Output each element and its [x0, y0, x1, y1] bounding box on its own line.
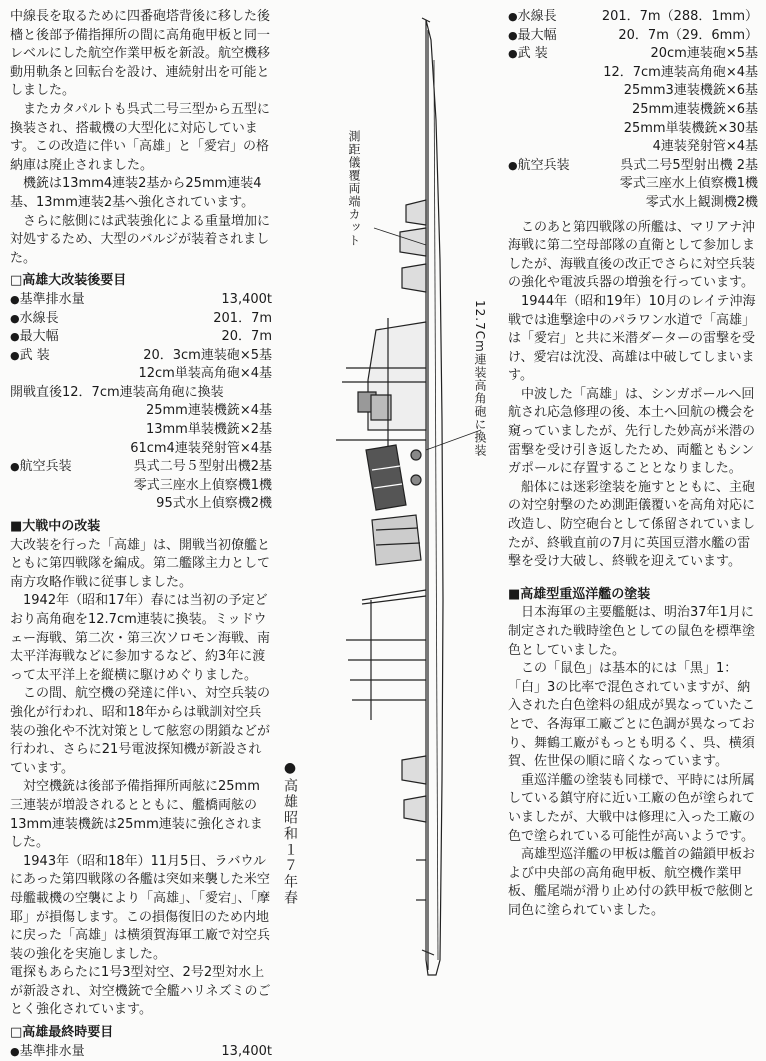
intro-paragraph: またカタパルトも呉式二号三型から五型に換装され、搭載機の大型化に対応しています。この改造に伴い「高雄」と「愛宕」の格納庫は廃止されました。 [10, 101, 270, 173]
paint-heading: ■高雄型重巡洋艦の塗装 [508, 586, 651, 602]
paint-paragraph: 高雄型巡洋艦の甲板は艦首の錨鎖甲板および中央部の高角砲甲板、航空機作業甲板、艦尾端が滑り止め付の鉄甲板で舷側と同色に塗られていました。 [508, 847, 756, 918]
ship-drawing-area [276, 0, 506, 993]
right-paragraph: このあと第四戦隊の所艦は、マリアナ沖海戦に第二空母部隊の直衛として参加しましたが、海戦直後の改正でさらに対空兵装の強化や電波兵器の増強を行っています。 [508, 219, 756, 291]
right-column [508, 8, 758, 921]
spec-cont: 4連装発射管×4基 [652, 139, 758, 155]
left-column [10, 8, 272, 1061]
spec-cont: 零式水上観測機2機 [645, 194, 758, 210]
war-paragraph: 電探もあらたに1号3型対空、2号2型対水上が新設され、対空機銃で全艦ハリネズミのごとく強化されています。 [10, 965, 271, 1018]
turret-3 [402, 264, 426, 292]
intro-paragraph: 中線長を取るために四番砲塔背後に移した後檣と後部予備指揮所の間に高角砲甲板と同一レベルにした航空作業甲板を新設。航空機移動用軌条と回転台を設け、連続射出を可能としました。 [10, 9, 271, 99]
spec-cont: 95式水上偵察機2機 [156, 496, 272, 512]
spec-row: ●基準排水量 13,400t [10, 291, 272, 307]
paint-paragraph: 日本海軍の主要艦艇は、明治37年1月に制定された戦時塗色としての鼠色を標準塗色としていました。 [508, 605, 756, 658]
ship-profile-drawing [276, 0, 506, 993]
spec-row: ●航空兵装 呉式二号5型射出機 2基 [508, 157, 758, 173]
turret-2 [400, 228, 426, 256]
spec-row: ●水線長 201．7m（288．1mm） [508, 9, 758, 24]
turret-1 [406, 200, 426, 225]
spec-cont: 25mm3連装機銃×6基 [623, 83, 758, 99]
spec-cont: 25mm単装機銃×30基 [623, 120, 758, 136]
refit-heading: □高雄大改装後要目 [10, 273, 127, 289]
spec-cont: 12．7cm連装高角砲×4基 [603, 64, 758, 80]
war-paragraph: この間、航空機の発達に伴い、対空兵装の強化が行われ、昭和18年からは戦訓対空兵装の強化や不沈対策として舷窓の閉鎖などが行われ、さらに21号電波探知機が新設されています。 [10, 686, 271, 776]
war-paragraph: 対空機銃は後部予備指揮所両舷に25mm三連装が増設されるとともに、艦橋両舷の13mm連装機銃は25mm連装に強化されました。 [10, 779, 263, 851]
drawing-caption: ●高雄昭和１７年春 [282, 760, 298, 906]
right-paragraph: 船体には迷彩塗装を施すとともに、主砲の対空射撃のため測距儀覆いを高角対応に改造し、防空砲台として係留されていましたが、終戦直前の7月に英国豆潜水艦の雷撃を受け大破し、終戦を迎えています。 [508, 479, 756, 570]
spec-cont: 25mm連装機銃×4基 [145, 403, 272, 419]
callout-aa-gun: 12.7Cm連装高角砲に換装 [473, 300, 487, 457]
war-paragraph: 大改装を行った「高雄」は、開戦当初僚艦とともに第四戦隊を編成。第二艦隊主力として南方攻略作戦に従事しました。 [10, 537, 271, 590]
spec-row: ●基準排水量 13,400t [10, 1043, 272, 1059]
spec-row: ●武 装 20cm連装砲×5基 [508, 46, 758, 62]
intro-paragraph: 機銃は13mm4連装2基から25mm連装4基、13mm連装2基へ強化されています。 [10, 176, 262, 210]
war-paragraph: 1942年（昭和17年）春には当初の予定どおり高角砲を12.7cm連装に換装。ミッドウェー海戦、第二次・第三次ソロモン海戦、南太平洋海戦などに参加するなど、約3年に渡って太平洋上を縦横に駆けめぐりました。 [10, 593, 271, 683]
spec-cont: 61cm4連装発射管×4基 [130, 440, 272, 456]
right-paragraph: 中波した「高雄」は、シンガポールへ回航され応急修理の後、本土へ回航の機会を窺っていましたが、先行した妙高が米潜の雷撃を受け引き返したため、両艦ともシンガポールに存置することとなりました。 [508, 386, 756, 477]
final-heading: □高雄最終時要目 [10, 1025, 114, 1041]
paint-paragraph: この「鼠色」は基本的には「黒」1：「白」3の比率で混色されていますが、納入された白色塗料の組成が異なっていたことで、各海軍工廠ごとに色調が異なっており、舞鶴工廠がもっとも明るく、呉、横須賀、佐世保の順に暗くなっています。 [508, 661, 756, 770]
spec-row: ●最大幅 20．7m [10, 329, 272, 345]
spec-cont: 13mm単装機銃×2基 [145, 422, 272, 438]
turret-5 [404, 796, 426, 822]
spec-row: ●航空兵装 呉式二号５型射出機2基 [10, 459, 272, 475]
intro-paragraph: さらに舷側には武装強化による重量増加に対処するため、大型のバルジが装着されました。 [10, 213, 271, 266]
war-paragraph: 1943年（昭和18年）11月5日、ラバウルにあった第四戦隊の各艦は突如来襲した米空母艦載機の空襲により「高雄」、「愛宕」、「摩耶」が損傷します。この損傷復旧のため内地に戻った「高雄」は横須賀海軍工廠で対空兵装の強化を実施しました。 [10, 853, 271, 962]
spec-cont: 零式三座水上偵察機1機 [619, 176, 758, 192]
funnel [366, 445, 406, 510]
paint-paragraph: 重巡洋艦の塗装も同様で、平時には所属している鎮守府に近い工廠の色が塗られていましたが、大戦中は修理に入った工廠の色で塗られている可能性が高いようです。 [508, 772, 756, 844]
spec-row: ●最大幅 20．7m（29．6mm） [508, 27, 758, 43]
callout-rangefinder: 測距儀覆両端カット [347, 130, 361, 247]
right-paragraph: 1944年（昭和19年）10月のレイテ沖海戦では進撃途中のパラワン水道で「高雄」は「愛宕」と共に米潜ダーターの雷撃を受け、愛宕は沈没、高雄は中破してしまいます。 [508, 293, 756, 384]
spec-cont: 零式三座水上偵察機1機 [133, 477, 272, 493]
spec-cont: 25mm連装機銃×6基 [631, 101, 758, 117]
spec-row: ●武 装 20．3cm連装砲×5基 [10, 347, 272, 363]
spec-row: ●水線長 201．7m [10, 310, 272, 326]
spec-note: 開戦直後12．7cm連装高角砲に換装 [10, 384, 224, 400]
spec-cont: 12cm単装高角砲×4基 [138, 366, 272, 382]
war-heading: ■大戦中の改装 [10, 519, 101, 535]
turret-4 [402, 756, 426, 784]
